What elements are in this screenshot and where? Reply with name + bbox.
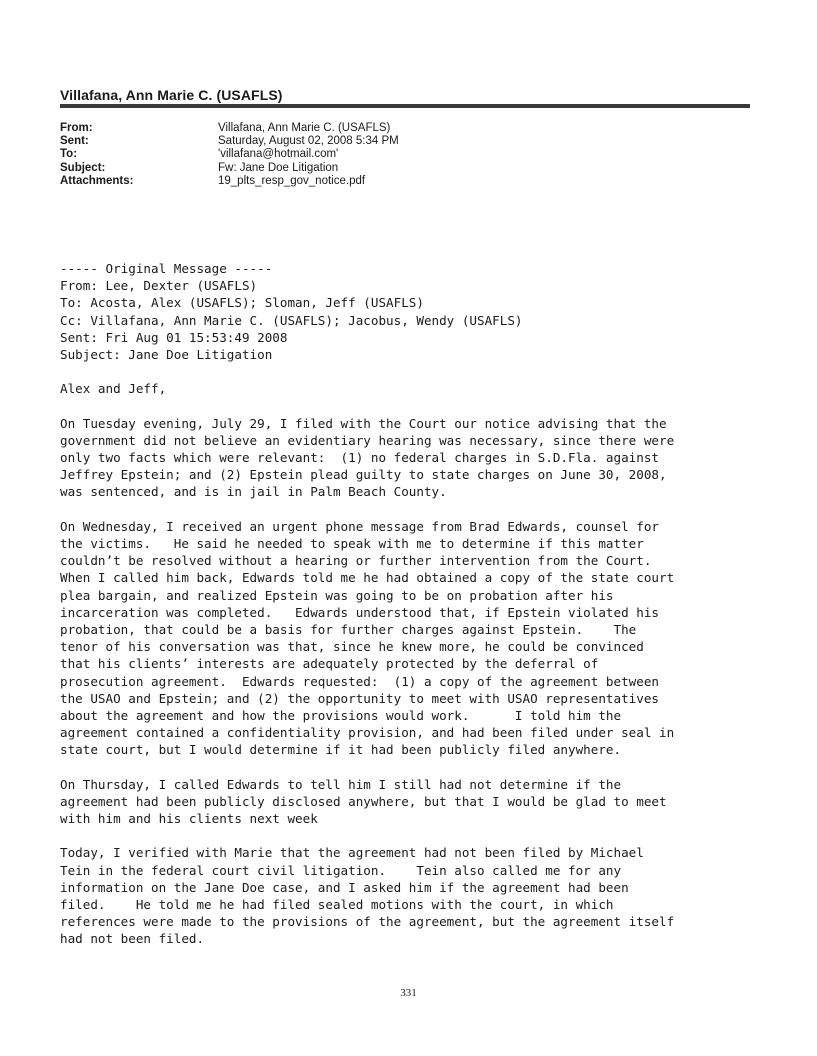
body-line: filed. He told me he had filed sealed motions with the court, in which xyxy=(60,896,614,912)
greeting xyxy=(60,380,780,397)
attachment-filename: 19_plts_resp_gov_notice.pdf xyxy=(218,174,366,187)
meta-row-subject xyxy=(60,162,399,175)
meta-label: To: xyxy=(60,148,78,161)
body-line: the USAO and Epstein; and (2) the opportunity to meet with USAO representatives xyxy=(60,690,659,706)
body-line: had not been filed. xyxy=(60,931,205,947)
body-line: couldn’t be resolved without a hearing or further intervention from the Court. xyxy=(60,553,652,569)
original-subject: Subject: Jane Doe Litigation xyxy=(60,346,273,362)
body-line: On Wednesday, I received an urgent phone message from Brad Edwards, counsel for xyxy=(60,518,659,534)
paragraph-2 xyxy=(60,518,780,759)
meta-value: Villafana, Ann Marie C. (USAFLS) xyxy=(218,122,391,134)
body-line: Today, I verified with Marie that the agreement had not been filed by Michael xyxy=(60,845,644,861)
body-line: with him and his clients next week xyxy=(60,811,318,826)
meta-label: Sent: xyxy=(60,135,89,148)
page-number: 331 xyxy=(400,987,417,999)
meta-value: Saturday, August 02, 2008 5:34 PM xyxy=(218,135,399,148)
body-line: On Thursday, I called Edwards to tell him I still had not determine if the xyxy=(60,776,622,792)
email-meta xyxy=(60,122,399,188)
original-message-header xyxy=(60,260,780,363)
body-line: information on the Jane Doe case, and I asked him if the agreement had been xyxy=(60,879,629,895)
meta-label: Attachments: xyxy=(60,174,134,187)
meta-label: Subject: xyxy=(60,161,106,174)
meta-value: 'villafana@hotmail.com' xyxy=(218,148,339,161)
original-to: To: Acosta, Alex (USAFLS); Sloman, Jeff (USAFLS) xyxy=(60,295,424,311)
original-sent: Sent: Fri Aug 01 15:53:49 2008 xyxy=(60,329,288,345)
body-line: incarceration was completed. Edwards understood that, if Epstein violated his xyxy=(60,604,659,620)
body-line: agreement contained a confidentiality provision, and had been filed under seal in xyxy=(60,725,675,741)
body-line: government did not believe an evidentiary hearing was necessary, since there were xyxy=(60,432,675,448)
email-header-title: Villafana, Ann Marie C. (USAFLS) xyxy=(60,87,283,103)
original-cc: Cc: Villafana, Ann Marie C. (USAFLS); Jacobus, Wendy (USAFLS) xyxy=(60,312,523,328)
meta-row-to xyxy=(60,148,399,161)
body-line: references were made to the provisions of the agreement, but the agreement itself xyxy=(60,914,675,930)
body-line: the victims. He said he needed to speak with me to determine if this matter xyxy=(60,536,644,551)
email-body xyxy=(60,260,780,948)
original-from: From: Lee, Dexter (USAFLS) xyxy=(60,278,258,294)
paragraph-3 xyxy=(60,776,780,828)
meta-row-sent xyxy=(60,135,399,148)
meta-row-from xyxy=(60,122,399,135)
body-line: tenor of his conversation was that, since he knew more, he could be convinced xyxy=(60,639,644,655)
meta-row-attachments xyxy=(60,175,399,188)
body-line: When I called him back, Edwards told me he had obtained a copy of the state court xyxy=(60,570,675,586)
original-message-heading: ----- Original Message ----- xyxy=(60,261,273,276)
paragraph-4 xyxy=(60,844,780,947)
body-line: Jeffrey Epstein; and (2) Epstein plead guilty to state charges on June 30, 2008, xyxy=(60,467,667,483)
body-line: only two facts which were relevant: (1) no federal charges in S.D.Fla. against xyxy=(60,450,659,466)
body-line: that his clients’ interests are adequately protected by the deferral of xyxy=(60,656,599,672)
meta-value: Fw: Jane Doe Litigation xyxy=(218,161,339,174)
body-line: agreement had been publicly disclosed anywhere, but that I would be glad to meet xyxy=(60,793,667,809)
header-divider xyxy=(60,104,750,108)
greeting-line: Alex and Jeff, xyxy=(60,381,167,397)
body-line: probation, that could be a basis for further charges against Epstein. The xyxy=(60,621,637,637)
body-line: plea bargain, and realized Epstein was going to be on probation after his xyxy=(60,587,614,603)
meta-label: From: xyxy=(60,122,93,134)
body-line: prosecution agreement. Edwards requested: (1) a copy of the agreement between xyxy=(60,673,659,689)
body-line: Tein in the federal court civil litigation. Tein also called me for any xyxy=(60,862,622,878)
body-line: was sentenced, and is in jail in Palm Beach County. xyxy=(60,484,447,500)
body-line: On Tuesday evening, July 29, I filed with the Court our notice advising that the xyxy=(60,415,667,431)
paragraph-1 xyxy=(60,415,780,501)
body-line: about the agreement and how the provisions would work. I told him the xyxy=(60,707,622,723)
body-line: state court, but I would determine if it had been publicly filed anywhere. xyxy=(60,742,622,758)
